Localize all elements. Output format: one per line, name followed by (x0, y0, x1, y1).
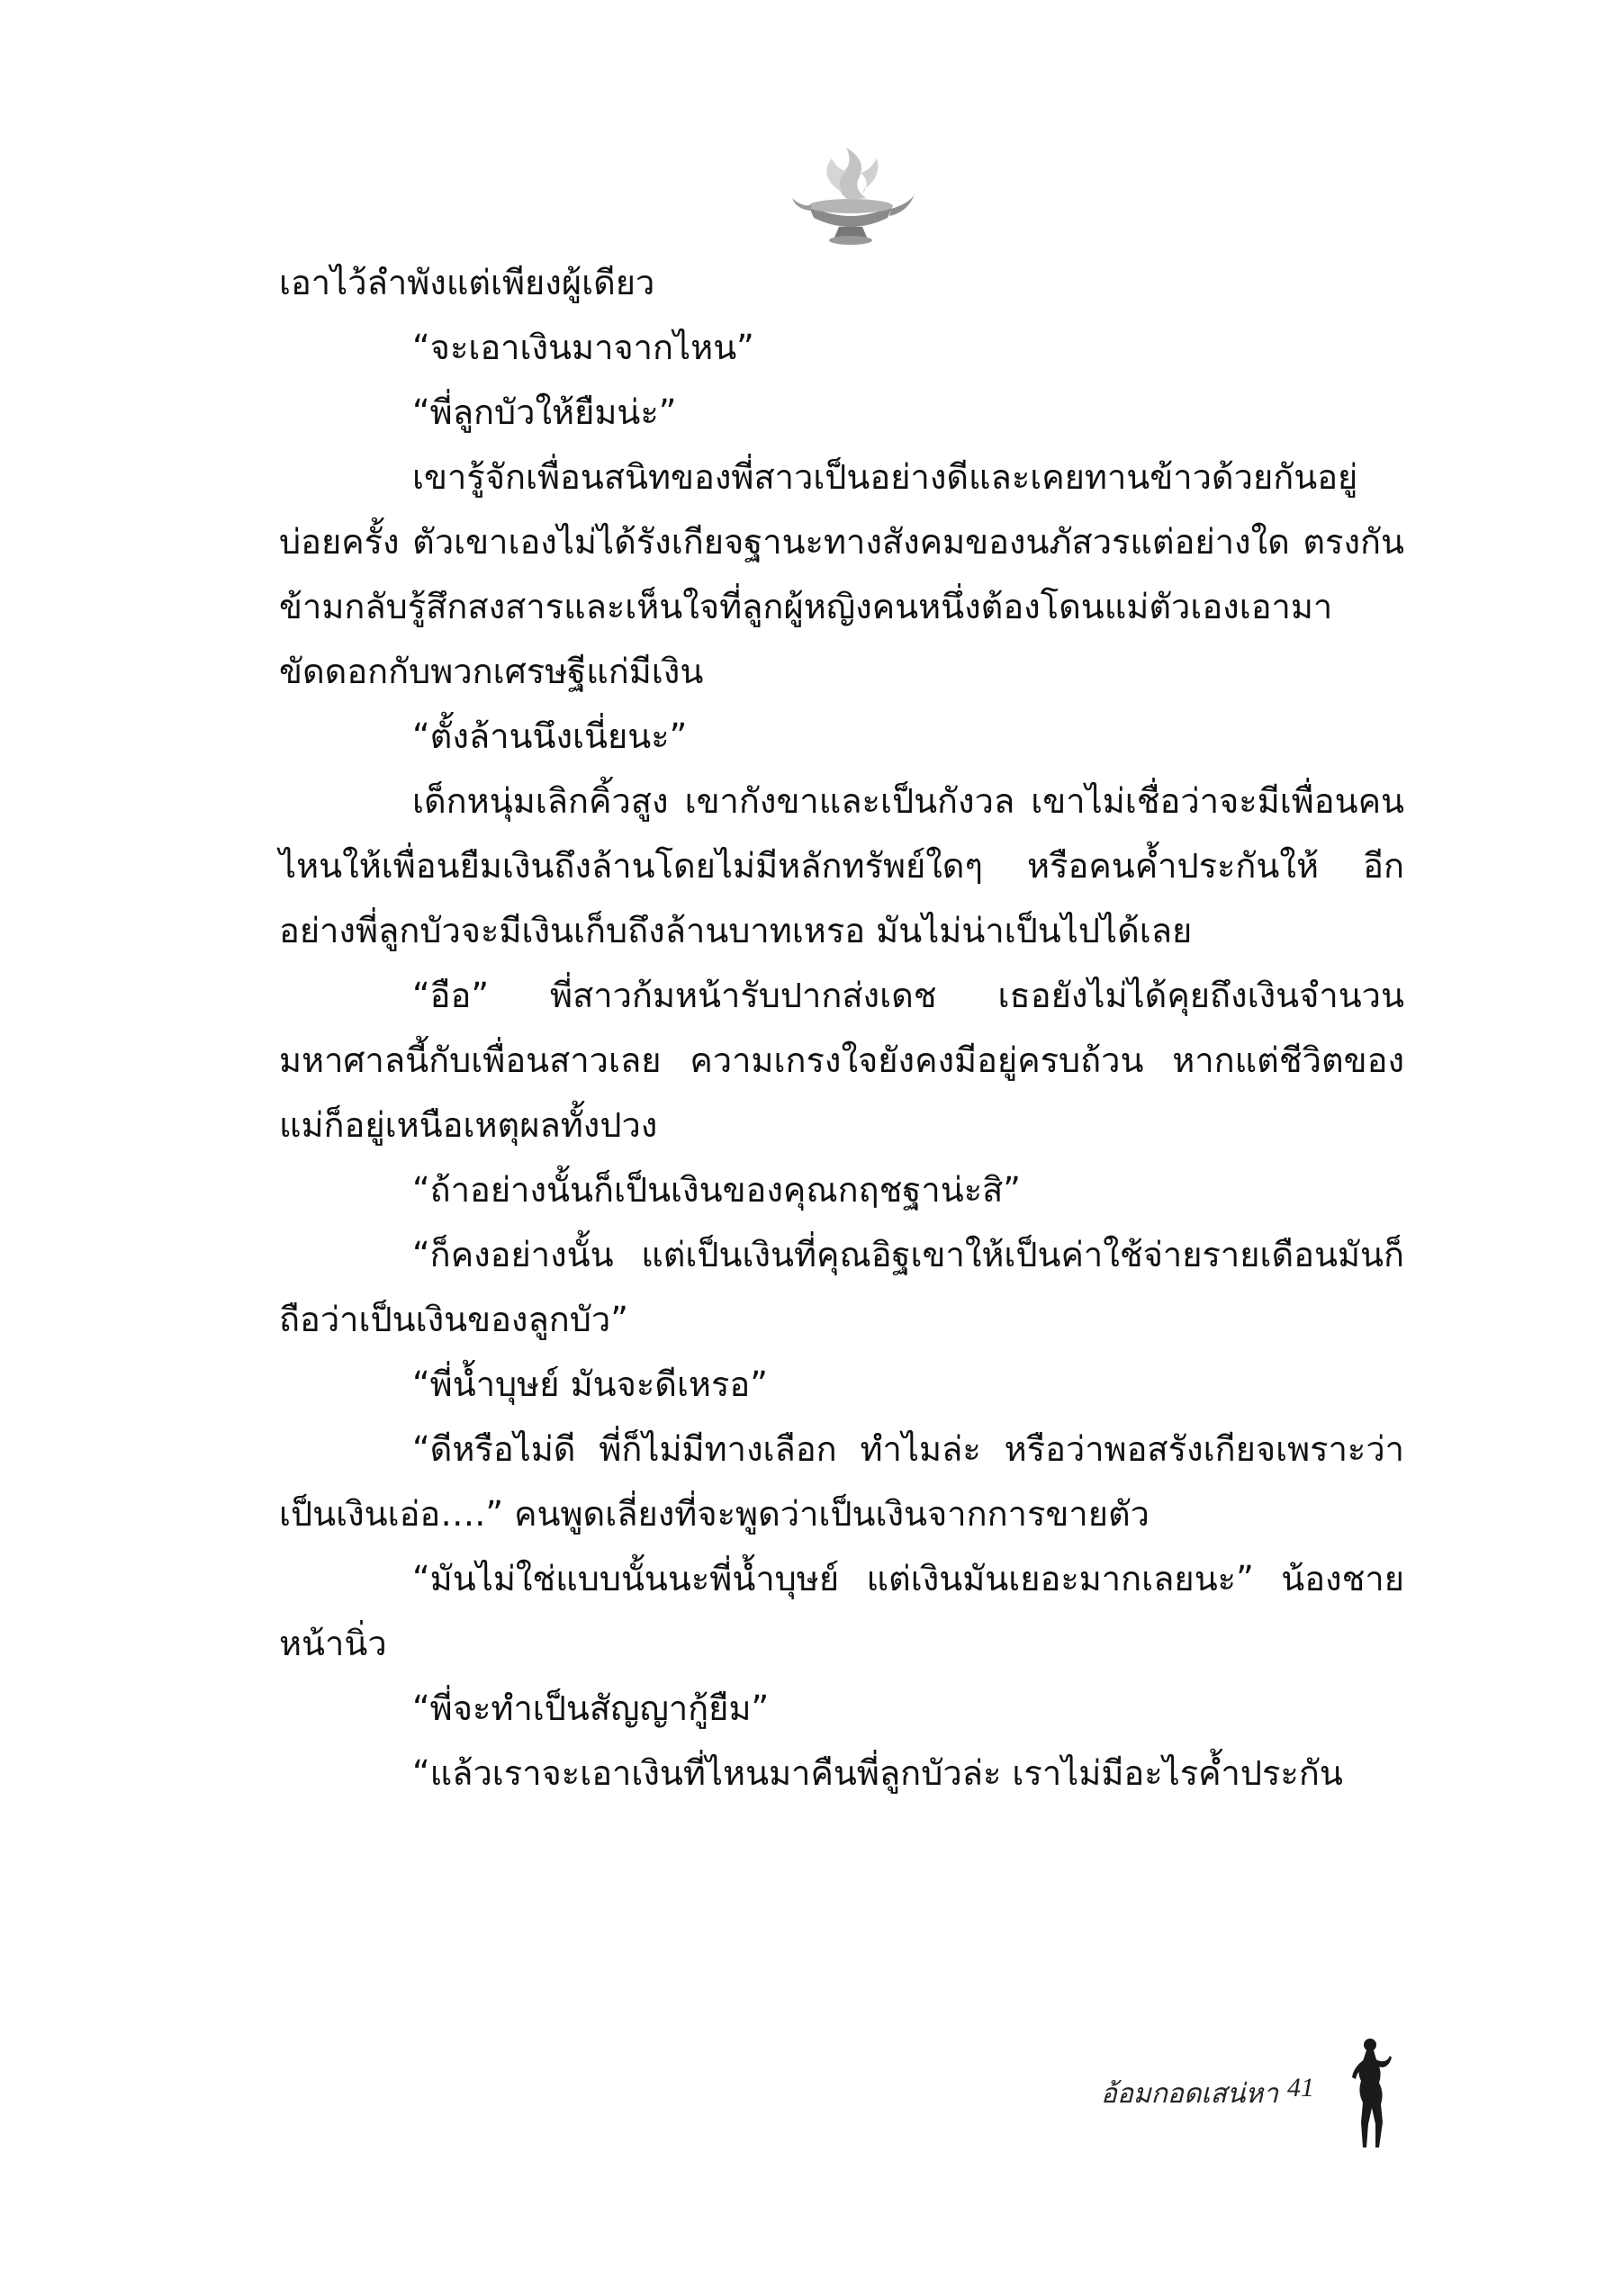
body-text (279, 250, 1404, 1805)
paragraph: “ตั้งล้านนึงเนี่ยนะ” (412, 716, 688, 756)
paragraph: “พี่จะทำเป็นสัญญากู้ยืม” (412, 1688, 770, 1728)
book-title-footer: อ้อมกอดเสน่หา (1100, 2078, 1278, 2110)
paragraph: เด็กหนุ่มเลิกคิ้วสูง เขากังขาและเป็นกังวล เขาไม่เชื่อว่าจะมีเพื่อนคนไหนให้เพื่อนยืมเงินถึงล้านโดยไม่มีหลักทรัพย์ใดๆ หรือคนค้ำประกันให้ อีกอย่างพี่ลูกบัวจะมีเงินเก็บถึงล้านบาทเหรอ มันไม่น่าเป็นไปได้เลย (279, 781, 1404, 950)
page-number: 41 (1287, 2073, 1314, 2102)
paragraph: เขารู้จักเพื่อนสนิทของพี่สาวเป็นอย่างดีและเคยทานข้าวด้วยกันอยู่บ่อยครั้ง ตัวเขาเองไม่ได้รังเกียจฐานะทางสังคมของนภัสวรแต่อย่างใด ตรงกันข้ามกลับรู้สึกสงสารและเห็นใจที่ลูกผู้หญิงคนหนึ่งต้องโดนแม่ตัวเองเอามาขัดดอกกับพวกเศรษฐีแก่มีเงิน (279, 457, 1404, 691)
paragraph: “ดีหรือไม่ดี พี่ก็ไม่มีทางเลือก ทำไมล่ะ หรือว่าพอสรังเกียจเพราะว่าเป็นเงินเอ่อ….” คนพูดเลี่ยงที่จะพูดว่าเป็นเงินจากการขายตัว (279, 1429, 1404, 1534)
paragraph: “ก็คงอย่างนั้น แต่เป็นเงินที่คุณอิฐเขาให้เป็นค่าใช้จ่ายรายเดือนมันก็ถือว่าเป็นเงินของลูกบัว” (279, 1235, 1404, 1339)
woman-silhouette-icon (1343, 2036, 1397, 2153)
paragraph: เอาไว้ลำพังแต่เพียงผู้เดียว (279, 263, 655, 302)
paragraph: “พี่น้ำบุษย์ มันจะดีเหรอ” (412, 1364, 768, 1404)
paragraph: “มันไม่ใช่แบบนั้นนะพี่น้ำบุษย์ แต่เงินมันเยอะมากเลยนะ” น้องชายหน้านิ่ว (279, 1559, 1404, 1663)
paragraph: “จะเอาเงินมาจากไหน” (412, 328, 754, 367)
paragraph: “อือ” พี่สาวก้มหน้ารับปากส่งเดช เธอยังไม่ได้คุยถึงเงินจำนวนมหาศาลนี้กับเพื่อนสาวเลย ความเกรงใจยังคงมีอยู่ครบถ้วน หากแต่ชีวิตของแม่ก็อยู่เหนือเหตุผลทั้งปวง (279, 976, 1404, 1145)
paragraph: “ถ้าอย่างนั้นก็เป็นเงินของคุณกฤชฐาน่ะสิ” (412, 1170, 1021, 1210)
lamp-ornament-icon (783, 135, 918, 252)
paragraph: “พี่ลูกบัวให้ยืมน่ะ” (412, 392, 677, 432)
paragraph: “แล้วเราจะเอาเงินที่ไหนมาคืนพี่ลูกบัวล่ะ เราไม่มีอะไรค้ำประกัน (412, 1753, 1343, 1793)
